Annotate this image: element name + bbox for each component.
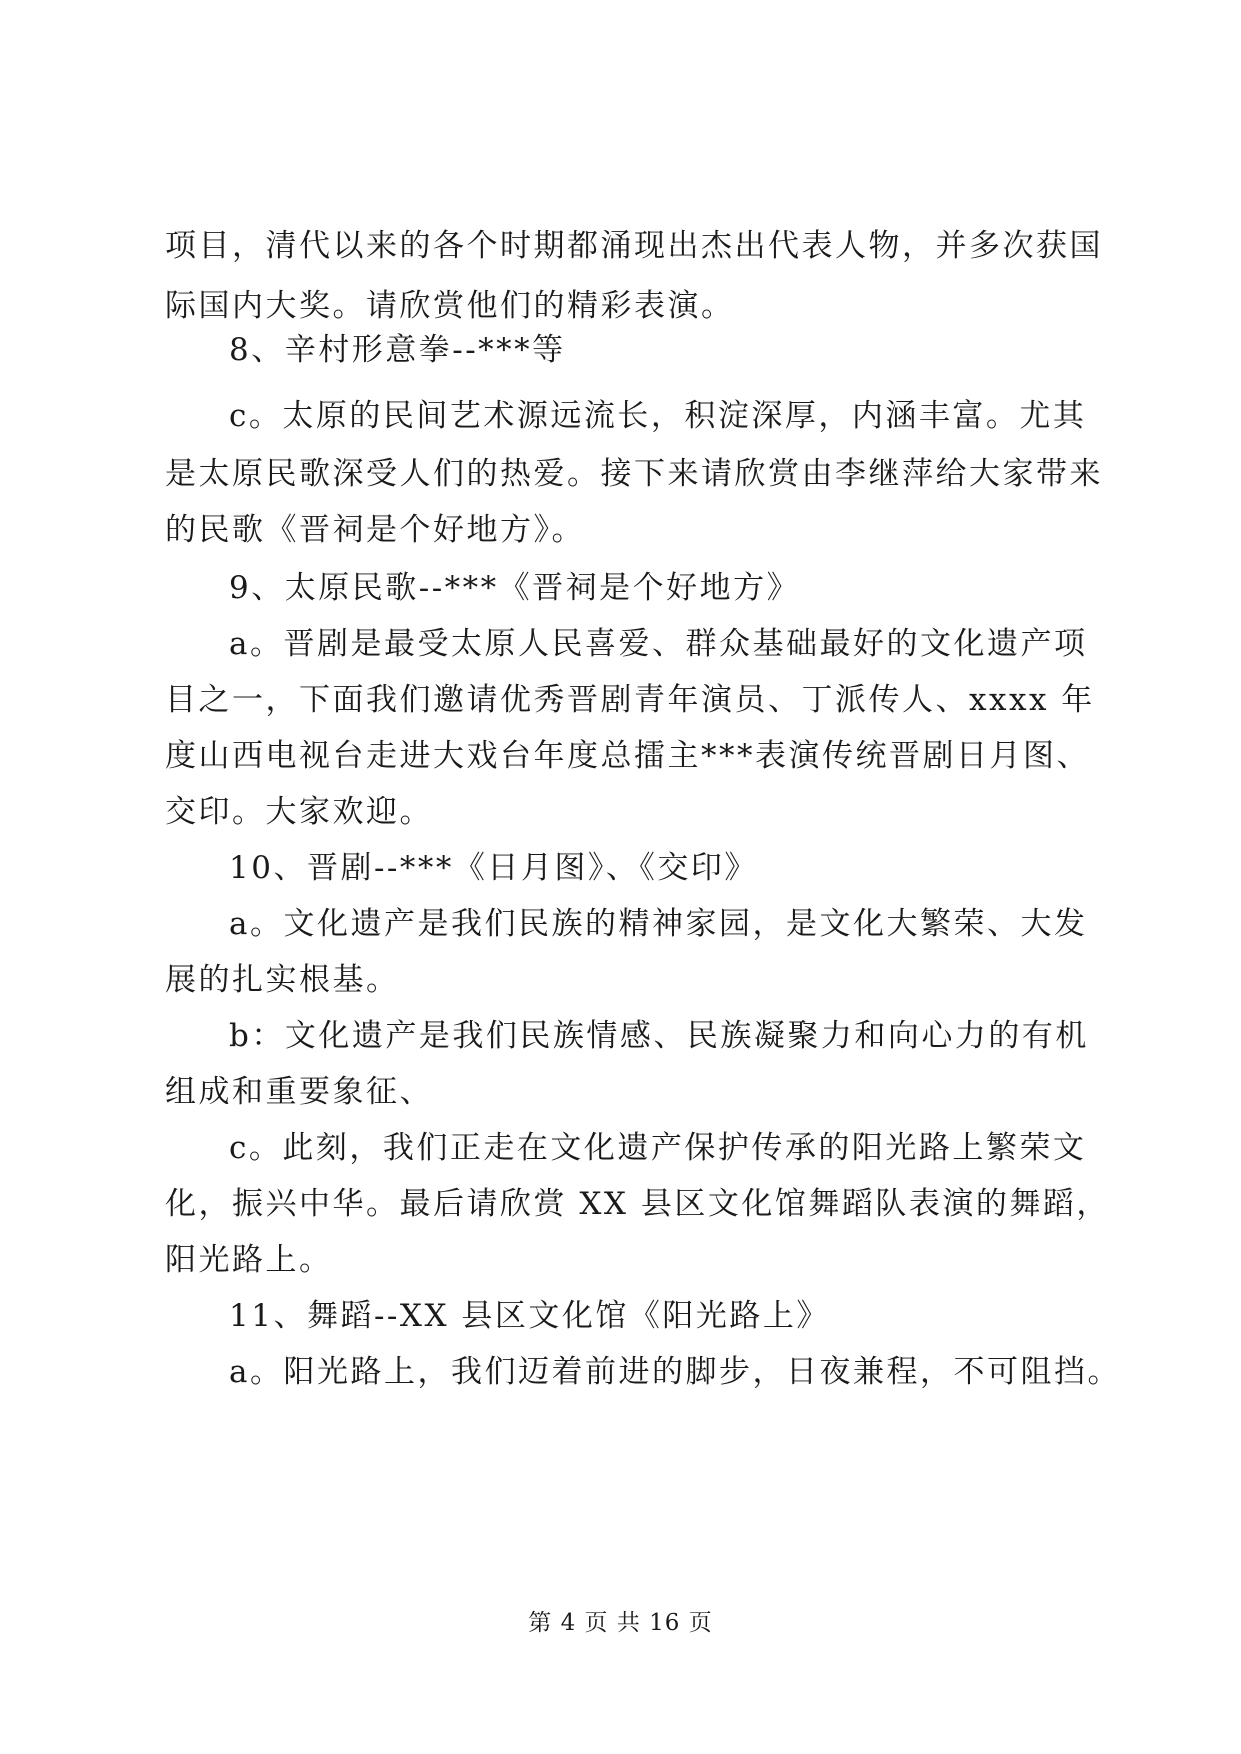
text-line: 是太原民歌深受人们的热爱。接下来请欣赏由李继萍给大家带来	[165, 456, 1103, 492]
text-line: a。文化遗产是我们民族的精神家园，是文化大繁荣、大发	[229, 906, 1088, 942]
list-item-heading: 10、晋剧--***《日月图》、《交印》	[229, 850, 758, 886]
text-line: 化，振兴中华。最后请欣赏 XX 县区文化馆舞蹈队表演的舞蹈，	[165, 1186, 1110, 1222]
page-number-footer: 第 4 页 共 16 页	[528, 1610, 713, 1636]
text-line: 际国内大奖。请欣赏他们的精彩表演。	[165, 288, 735, 324]
text-line: 的民歌《晋祠是个好地方》。	[165, 512, 585, 548]
text-line: 项目，清代以来的各个时期都涌现出杰出代表人物，并多次获国	[165, 228, 1103, 264]
list-item-heading: 8、辛村形意拳--***等	[229, 332, 566, 368]
text-line: 度山西电视台走进大戏台年度总擂主***表演传统晋剧日月图、	[165, 738, 1090, 774]
text-line: a。晋剧是最受太原人民喜爱、群众基础最好的文化遗产项	[229, 626, 1088, 662]
text-line: 组成和重要象征、	[165, 1074, 433, 1110]
list-item-heading: 9、太原民歌--***《晋祠是个好地方》	[229, 570, 801, 606]
text-line: c。太原的民间艺术源远流长，积淀深厚，内涵丰富。尤其	[229, 398, 1087, 434]
list-item-heading: 11、舞蹈--XX 县区文化馆《阳光路上》	[229, 1298, 830, 1334]
text-line: 展的扎实根基。	[165, 962, 400, 998]
text-line: b：文化遗产是我们民族情感、民族凝聚力和向心力的有机	[229, 1018, 1089, 1054]
text-line: 阳光路上。	[165, 1242, 333, 1278]
text-line: a。阳光路上，我们迈着前进的脚步，日夜兼程，不可阻挡。	[229, 1354, 1121, 1390]
text-line: 交印。大家欢迎。	[165, 794, 433, 830]
text-line: 目之一，下面我们邀请优秀晋剧青年演员、丁派传人、xxxx 年	[165, 682, 1095, 718]
text-line: c。此刻，我们正走在文化遗产保护传承的阳光路上繁荣文	[229, 1130, 1087, 1166]
